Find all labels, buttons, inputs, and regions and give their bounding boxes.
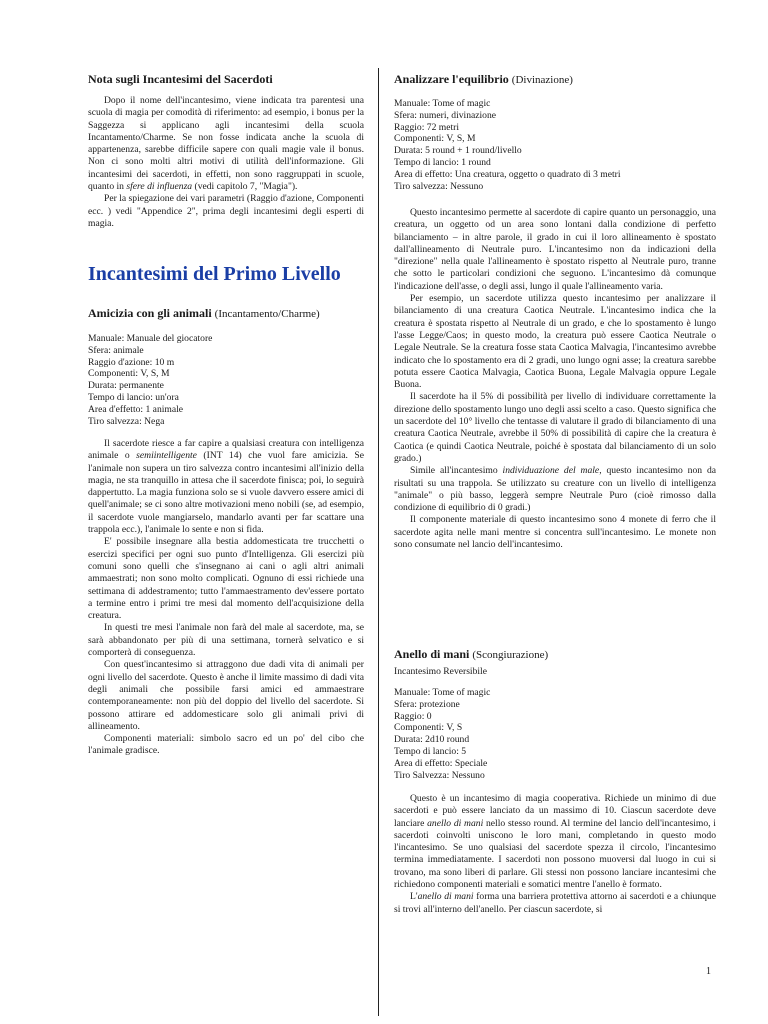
paragraph: Questo è un incantesimo di magia cooperativa. Richiede un minimo di due sacerdoti e può essere lanciato da un massimo di 10. Ciascun sacerdote deve lanciare anello di mani nello stesso round. Al termine del lancio dell'incantesimo, i sacerdoti coinvolti uniscono le loro mani, completando in questo modo l'incantesimo. Se uno qualsiasi del sacerdote spezza il circolo, l'incantesimo termina immediatamente. I sacerdoti non possono muoversi dal luogo in cui si trovano, ma sono liberi di parlare. Gli stessi non possono lanciare incantesimi che richiedono componenti materiali e somatici mentre l'anello è formato. <box>394 793 716 891</box>
note-paragraph-1: Dopo il nome dell'incantesimo, viene indicata tra parentesi una scuola di magia per comodità di riferimento: ad esempio, i bonus per la Saggezza si applicano agli incantesimi della scuola Incantamento/Charme. Se non fosse indicata anche la scuola di appartenenza, sarebbe difficile sapere con quali magie vale il bonus. Non ci sono molti altri motivi di utilità dell'informazione. Gli incantesimi dei sacerdoti, in effetti, non sono raggruppati in scuole, quanto in sfere di influenza (vedi capitolo 7, "Magia"). <box>88 95 364 193</box>
section-title: Incantesimi del Primo Livello <box>88 263 341 285</box>
column-divider <box>378 68 379 1016</box>
paragraph: In questi tre mesi l'animale non farà del male al sacerdote, ma, se sarà abbandonato per più di una settimana, tornerà selvatico e si comporterà di conseguenza. <box>88 622 364 659</box>
note-paragraph-2: Per la spiegazione dei vari parametri (Raggio d'azione, Componenti ecc. ) vedi "Appendice 2", prima degli incantesimi degli esperti di magia. <box>88 193 364 229</box>
spell-subtitle-anello: Incantesimo Reversibile <box>394 666 487 677</box>
paragraph: Componenti materiali: simbolo sacro ed un po' del cibo che l'animale gradisce. <box>88 733 364 757</box>
spell-body-analizzare <box>394 207 716 551</box>
paragraph: Il sacerdote riesce a far capire a qualsiasi creatura con intelligenza animale o semiintelligente (INT 14) che vuol fare amicizia. Se l'animale non supera un tiro salvezza contro incantesimi all'inizio della magia, ne sta tranquillo in attesa che il sacerdote finisca; poi, lo seguirà dappertutto. La magia funziona solo se si vuole davvero essere amici di quell'animale; se ci sono altre motivazioni meno nobili (se, ad esempio, il sacerdote vuole mangiarselo, mandarlo avanti per far scattare una trappola ecc.), l'animale lo sente e non si fida. <box>88 438 364 536</box>
left-column <box>88 0 364 1024</box>
paragraph: Simile all'incantesimo individuazione del male, questo incantesimo non da risultati su una trappola. Se utilizzato su creature con un livello di intelligenza "animale" o più basso, leggerà sempre Neutrale Puro (cioè rimosso dalla condizione di equilibrio di 0 gradi.) <box>394 465 717 514</box>
paragraph: Il componente materiale di questo incantesimo sono 4 monete di ferro che il sacerdote agita nelle mani mentre si concentra sull'incantesimo. Le monete non sono consumate nel lancio dell'incantesimo. <box>394 514 716 551</box>
spell-title-analizzare: Analizzare l'equilibrio (Divinazione) <box>394 72 573 86</box>
spell-title-amicizia: Amicizia con gli animali (Incantamento/Charme) <box>88 306 320 320</box>
page-number: 1 <box>706 966 711 977</box>
right-column <box>394 0 716 1024</box>
paragraph: Con quest'incantesimo si attraggono due dadi vita di animali per ogni livello del sacerdote. Questo è anche il limite massimo di dadi vita degli animali che possibile farsi amici ed ammaestrare contemporaneamente: non più del doppio del livello del sacerdote. Si possono attirare ed addomesticare solo gli animali privi di allineamento. <box>88 659 364 732</box>
spell-body-anello <box>394 793 716 916</box>
note-title: Nota sugli Incantesimi del Sacerdoti <box>88 72 273 86</box>
paragraph: E' possibile insegnare alla bestia addomesticata tre trucchetti o esercizi specifici per ogni suo punto d'Intelligenza. Gli esercizi più comuni sono quelli che s'insegnano ai cani o agli altri animali ammaestrati; non sono molto complicati. Ognuno di essi richiede una settimana di addestramento; tutto l'ammaestramento dev'essere portato a termine entro i primi tre mesi dal momento dell'acquisizione della creatura. <box>88 536 364 622</box>
paragraph: Il sacerdote ha il 5% di possibilità per livello di individuare correttamente la direzione dello spostamento lungo uno degli assi scelto a caso. Questo significa che un sacerdote del 10° livello che tentasse di valutare il grado di bilanciamento di una creatura Caotica Neutrale, avrebbe il 50% di possibilità di capire che la creatura è Caotica (e quindi Caotica Neutrale, poiché è spostata dal bilanciamento di un solo grado.) <box>394 391 716 464</box>
paragraph: Per esempio, un sacerdote utilizza questo incantesimo per analizzare il bilanciamento di una creatura Caotica Neutrale. L'incantesimo indica che la creatura è spostata rispetto al Neutrale di un grado, e che lo spostamento è lungo l'asse Legge/Caos; in questo modo, la creatura può essere Caotica Neutrale o Legale Neutrale. Se la creatura fosse stata Caotica Malvagia, l'incantesimo avrebbe indicato che lo spostamento era di 2 gradi, uno lungo ogni asse; la creatura sarebbe potuta essere Caotica Malvagia, Caotica Buona, Legale Malvagia oppure Legale Buona. <box>394 293 716 391</box>
spell-stats-amicizia: Manuale: Manuale del giocatore Sfera: animale Raggio d'azione: 10 m Componenti: V, S, M Durata: permanente Tempo di lancio: un'ora Area d'effetto: 1 animale Tiro salvezza: Nega <box>88 333 213 427</box>
paragraph: L'anello di mani forma una barriera protettiva attorno ai sacerdoti e a chiunque si trovi all'interno dell'anello. Per ciascun sacerdote, si <box>394 891 716 915</box>
spell-stats-anello: Manuale: Tome of magic Sfera: protezione Raggio: 0 Componenti: V, S Durata: 2d10 round Tempo di lancio: 5 Area di effetto: Speciale Tiro Salvezza: Nessuno <box>394 687 491 781</box>
paragraph: Questo incantesimo permette al sacerdote di capire quanto un personaggio, una creatura, un oggetto od un area sono lontani dalla condizione di perfetto bilanciamento – in altre parole, il grado in cui il loro allineamento è spostato dall'allineamento di Neutrale puro. L'incantesimo non da indicazioni della "direzione" nella quale l'allineamento è spostato rispetto al Neutrale puro, tranne che sotto le particolari condizioni che seguono. L'incantesimo dà comunque l'indicazione dell'asse, o degli assi, lungo il quale l'allineamento varia. <box>394 207 716 292</box>
spell-body-amicizia <box>88 438 364 758</box>
note-body <box>88 95 364 230</box>
spell-stats-analizzare: Manuale: Tome of magic Sfera: numeri, divinazione Raggio: 72 metri Componenti: V, S, M Durata: 5 round + 1 round/livello Tempo di lancio: 1 round Area di effetto: Una creatura, oggetto o quadrato di 3 metri Tiro salvezza: Nessuno <box>394 98 621 192</box>
spell-title-anello: Anello di mani (Scongiurazione) <box>394 647 549 661</box>
